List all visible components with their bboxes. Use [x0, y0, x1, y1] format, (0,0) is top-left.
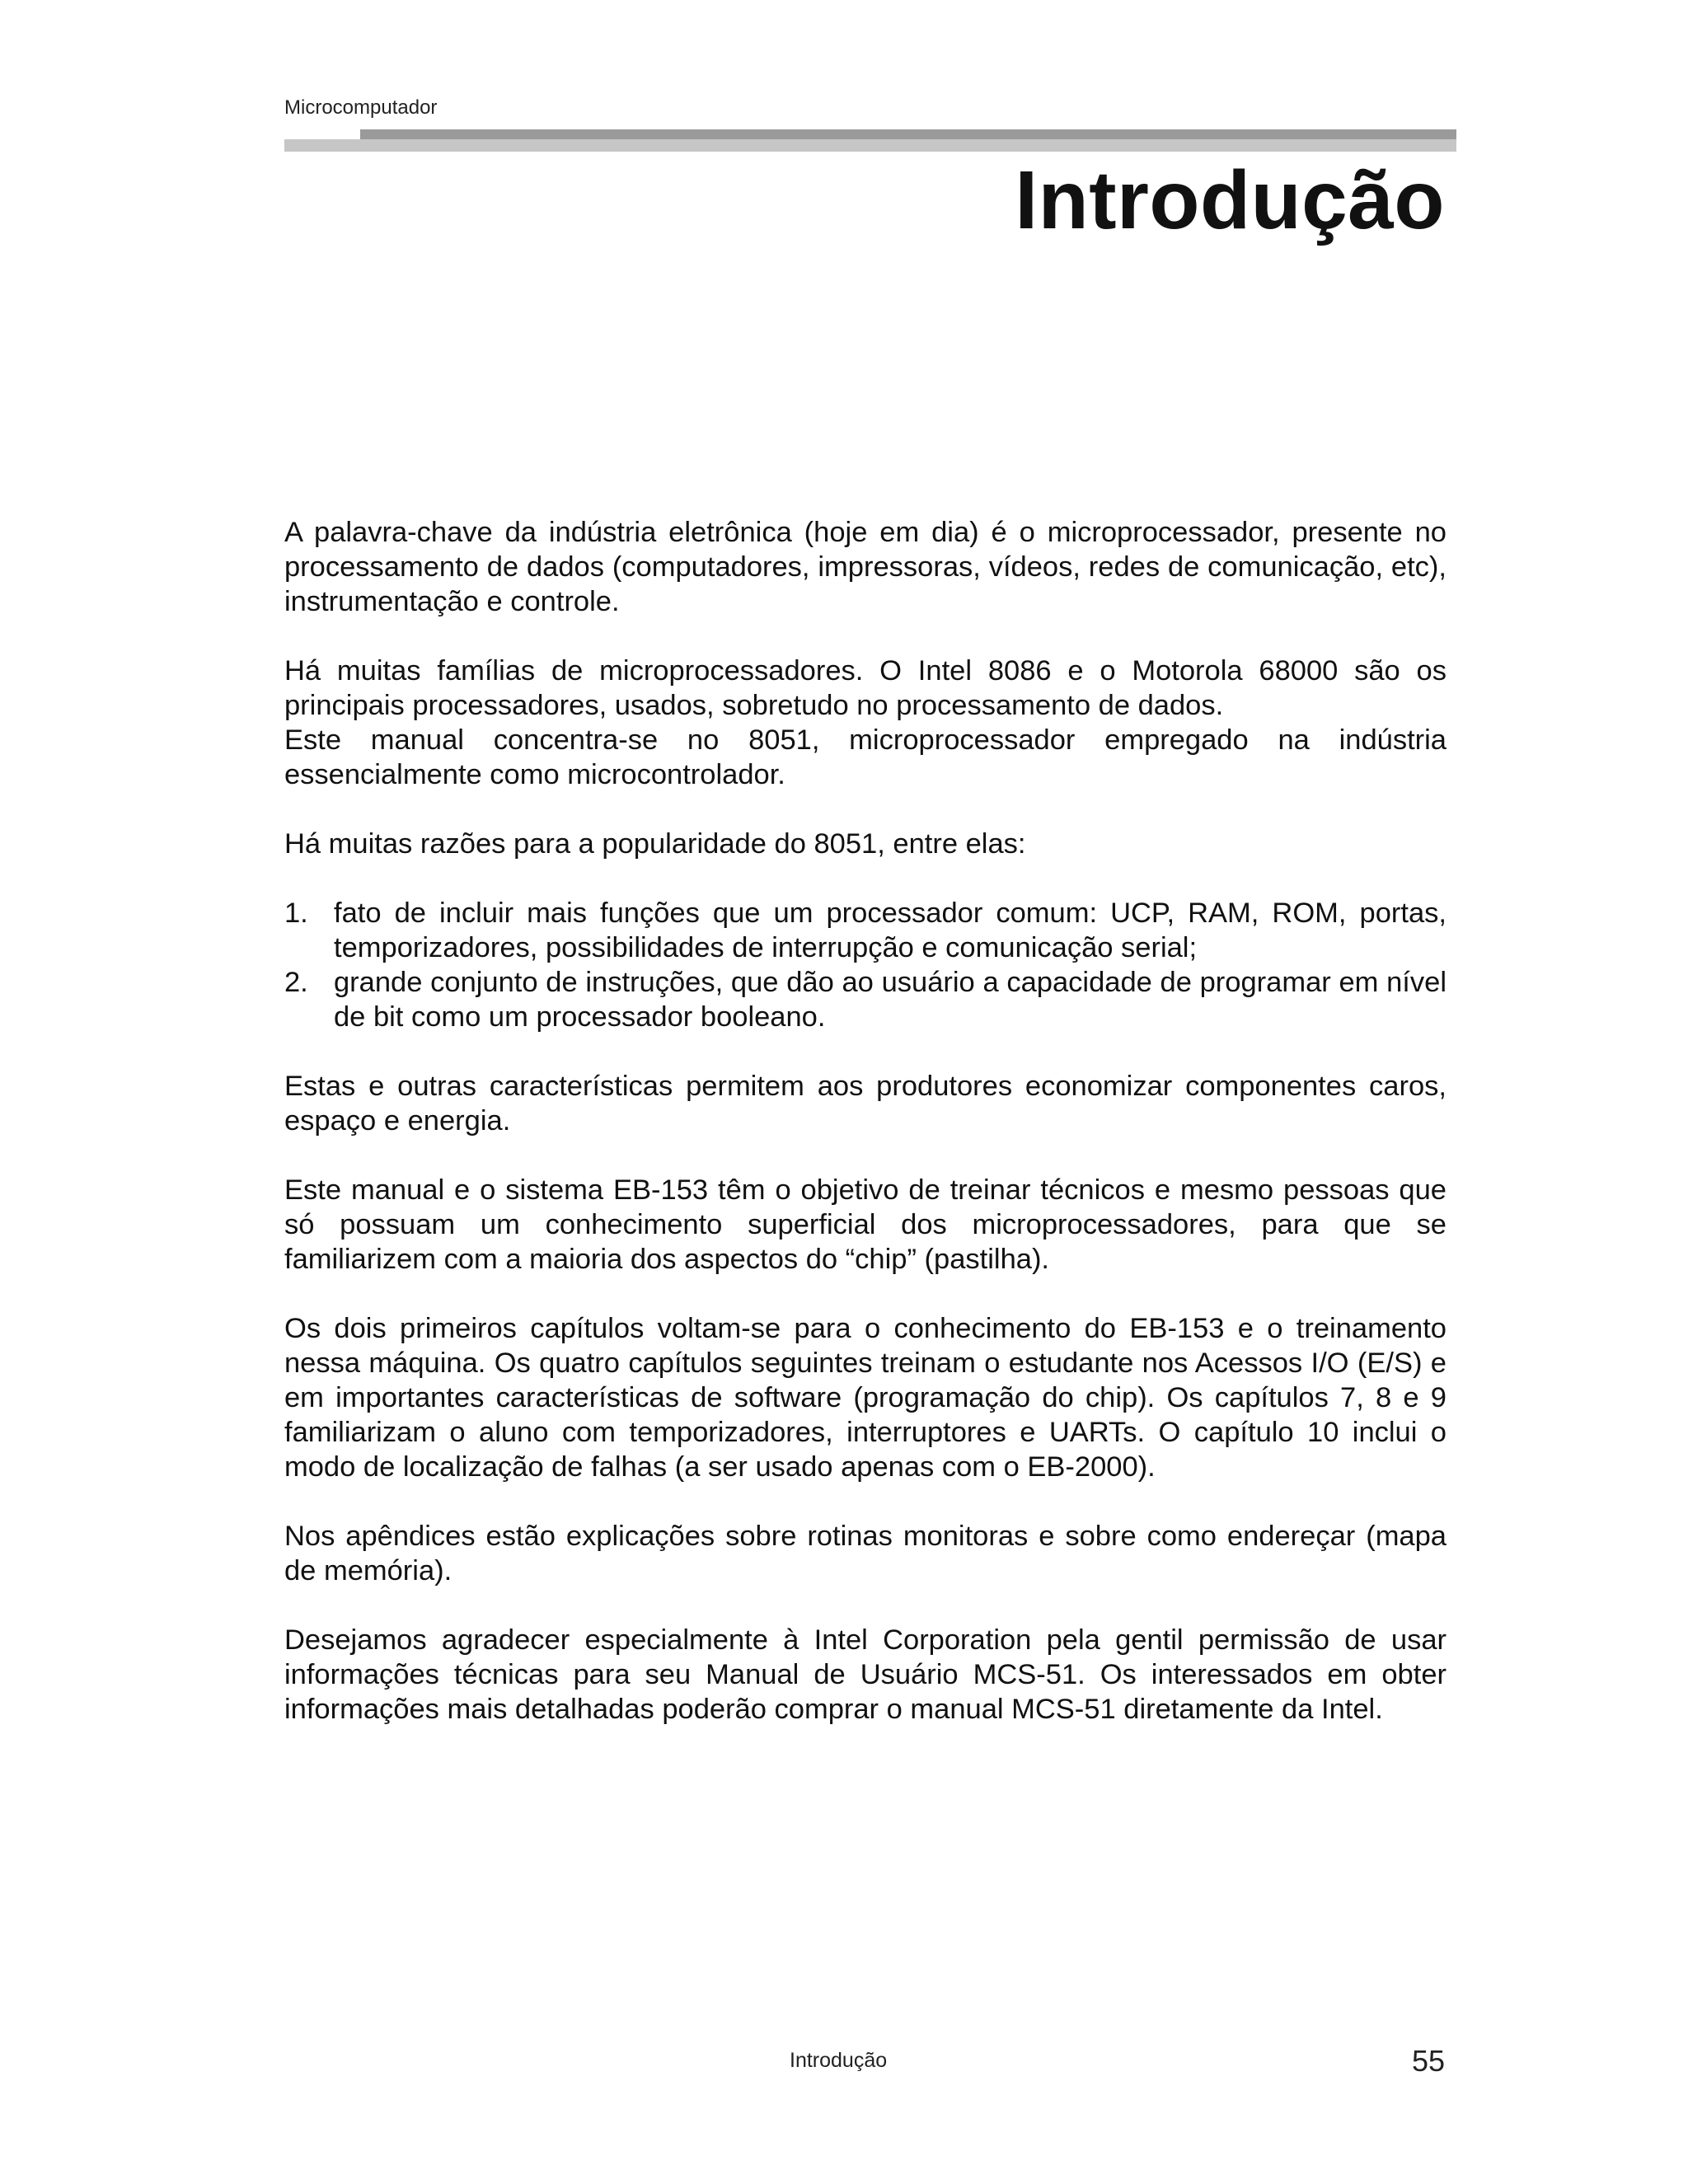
- list-item: [284, 896, 1447, 965]
- paragraph-appendices: Nos apêndices estão explicações sobre rotinas monitoras e sobre como endereçar (mapa de memória).: [284, 1521, 1447, 1586]
- footer-section-label: Introdução: [790, 2049, 888, 2072]
- paragraph-manual-focus: Este manual concentra-se no 8051, microprocessador empregado na indústria essencialmente como microcontrolador.: [284, 724, 1447, 790]
- body-text: [284, 515, 1447, 1761]
- paragraph-intro: A palavra-chave da indústria eletrônica (hoje em dia) é o microprocessador, presente no processamento de dados (computadores, impressoras, vídeos, redes de comunicação, etc), instrumentação e controle.: [284, 517, 1447, 617]
- list-item-number: 1.: [284, 898, 308, 929]
- reasons-list: [284, 896, 1447, 1034]
- paragraph-reasons: Há muitas razões para a popularidade do 8051, entre elas:: [284, 828, 1026, 860]
- chapter-title: Introdução: [1015, 154, 1445, 246]
- paragraph-acknowledgement: Desejamos agradecer especialmente à Intel Corporation pela gentil permissão de usar informações técnicas para seu Manual de Usuário MCS-51. Os interessados em obter informações mais detalhadas poderão comprar o manual MCS-51 diretamente da Intel.: [284, 1624, 1447, 1725]
- header-rule-dark: [360, 129, 1456, 139]
- list-item-number: 2.: [284, 967, 308, 998]
- page-number: 55: [1411, 2044, 1445, 2078]
- list-item-text: grande conjunto de instruções, que dão ao usuário a capacidade de programar em nível de bit como um processador booleano.: [334, 967, 1447, 1033]
- paragraph-families: Há muitas famílias de microprocessadores. O Intel 8086 e o Motorola 68000 são os principais processadores, usados, sobretudo no processamento de dados.: [284, 655, 1447, 721]
- paragraph-characteristics: Estas e outras características permitem aos produtores economizar componentes caros, espaço e energia.: [284, 1071, 1447, 1137]
- running-head: Microcomputador: [284, 96, 438, 119]
- list-item: [284, 965, 1447, 1034]
- header-rule-light: [284, 139, 1456, 152]
- list-item-text: fato de incluir mais funções que um processador comum: UCP, RAM, ROM, portas, temporizadores, possibilidades de interrupção e comunicação serial;: [334, 898, 1447, 963]
- paragraph-chapters: Os dois primeiros capítulos voltam-se para o conhecimento do EB-153 e o treinamento nessa máquina. Os quatro capítulos seguintes treinam o estudante nos Acessos I/O (E/S) e em importantes características de software (programação do chip). Os capítulos 7, 8 e 9 familiarizam o aluno com temporizadores, interruptores e UARTs. O capítulo 10 inclui o modo de localização de falhas (a ser usado apenas com o EB-2000).: [284, 1313, 1447, 1483]
- paragraph-objective: Este manual e o sistema EB-153 têm o objetivo de treinar técnicos e mesmo pessoas que só possuam um conhecimento superficial dos microprocessadores, para que se familiarizem com a maioria dos aspectos do “chip” (pastilha).: [284, 1174, 1447, 1275]
